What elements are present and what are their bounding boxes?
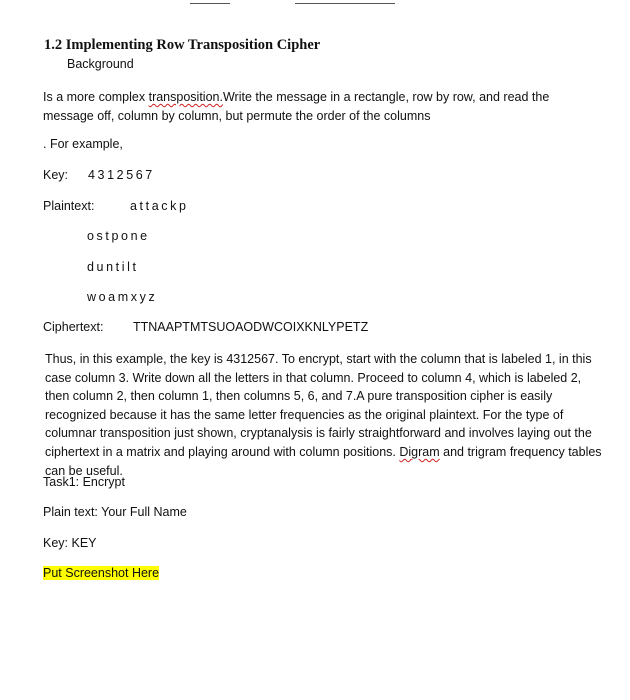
key-value: 4312567 bbox=[88, 168, 155, 182]
task-key: Key: KEY bbox=[43, 536, 97, 550]
header-fragment bbox=[0, 0, 630, 6]
section-title: 1.2 Implementing Row Transposition Cipher bbox=[44, 37, 321, 53]
screenshot-note: Put Screenshot Here bbox=[43, 566, 160, 580]
header-rule-right bbox=[295, 3, 395, 4]
explanation-text-before: Thus, in this example, the key is 4312567. To encrypt, start with the column that is labeled 1, in this case column 3. Write down all the letters in that column. Proceed to column 4, which is labeled 2, then column 2, then column 1, then columns 5, 6, and 7.A pure transposition cipher is easily recognized because it has the same letter frequencies as the original plaintext. For the type of columnar transposition just shown, cryptanalysis is fairly straightforward and involves laying out the ciphertext in a matrix and playing around with column positions. bbox=[45, 352, 592, 459]
plaintext-row: woamxyz bbox=[87, 290, 158, 304]
example-label: . For example, bbox=[43, 137, 123, 151]
intro-text-before: Is a more complex bbox=[43, 90, 149, 104]
header-rule-left bbox=[190, 3, 230, 4]
section-subtitle: Background bbox=[67, 57, 134, 71]
task-plain-text: Plain text: Your Full Name bbox=[43, 505, 187, 519]
screenshot-placeholder bbox=[43, 566, 159, 580]
key-label: Key: bbox=[43, 168, 69, 182]
intro-paragraph bbox=[43, 88, 603, 125]
ciphertext-label: Ciphertext: bbox=[43, 320, 104, 334]
plaintext-row: attackp bbox=[130, 199, 189, 213]
task-title: Task1: Encrypt bbox=[43, 475, 125, 489]
intro-text-after: Write the message in a rectangle, row by row, and read the message off, column by column, but permute the order of the columns bbox=[43, 90, 550, 123]
intro-misspelled-word: transposition. bbox=[148, 90, 223, 104]
plaintext-row: ostpone bbox=[87, 229, 150, 243]
ciphertext-value: TTNAAPTMTSUOAODWCOIXKNLYPETZ bbox=[133, 320, 369, 334]
explanation-paragraph bbox=[45, 350, 603, 480]
plaintext-row: duntilt bbox=[87, 260, 139, 274]
explanation-misspelled-word: Digram bbox=[399, 444, 440, 459]
explanation-text-after: and trigram frequency tables can be useful. bbox=[45, 444, 602, 478]
plaintext-label: Plaintext: bbox=[43, 199, 95, 213]
